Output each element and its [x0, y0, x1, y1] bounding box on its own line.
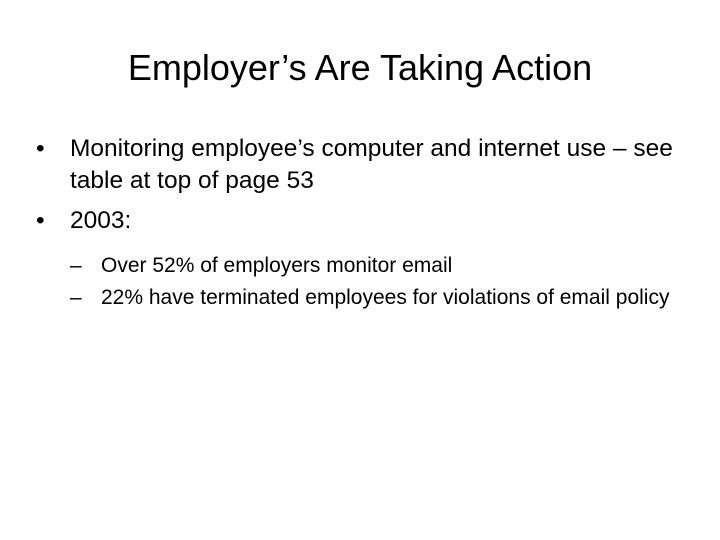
bullet-marker: •	[36, 207, 45, 234]
subbullet-text: Over 52% of employers monitor email	[101, 254, 453, 277]
bullet-item	[36, 133, 686, 197]
subbullet-marker: –	[70, 254, 82, 277]
bullet-text: 2003:	[70, 207, 132, 234]
subbullet-text: 22% have terminated employees for violations of email policy	[101, 286, 670, 309]
bullet-item	[36, 205, 686, 237]
subbullet-item	[36, 251, 686, 280]
subbullet-list	[36, 251, 686, 312]
slide-title: Employer’s Are Taking Action	[127, 47, 593, 88]
subbullet-marker: –	[70, 286, 82, 309]
bullet-text: Monitoring employee’s computer and internet use – see table at top of page 53	[70, 135, 673, 194]
subbullet-item	[36, 283, 686, 312]
slide-body	[36, 133, 686, 315]
bullet-marker: •	[36, 135, 45, 162]
